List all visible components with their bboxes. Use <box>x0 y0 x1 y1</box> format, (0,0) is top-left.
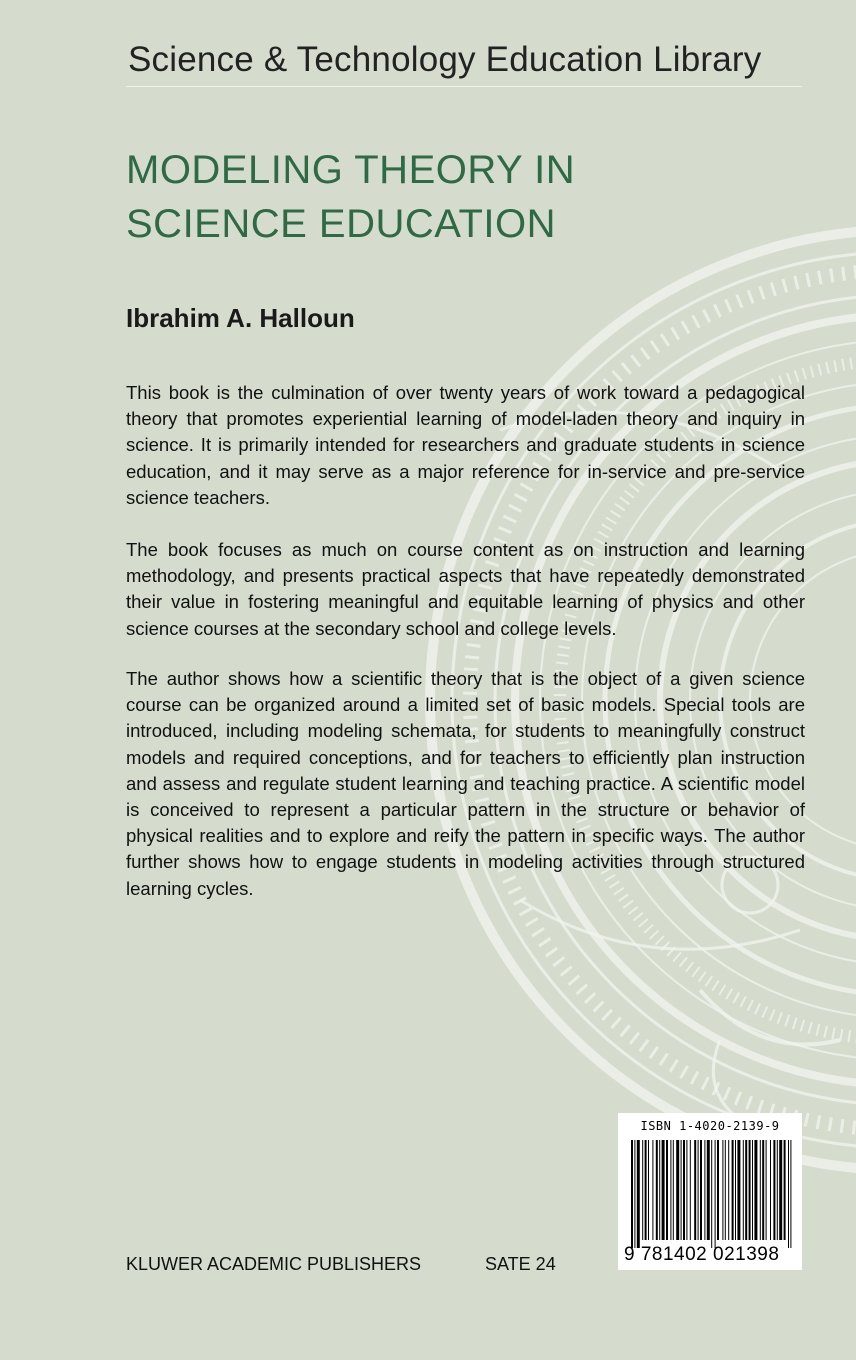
barcode-bar <box>681 1140 682 1240</box>
barcode-bar <box>704 1140 705 1240</box>
ean-number: 9 781402 021398 <box>624 1244 780 1265</box>
barcode-bar <box>662 1140 665 1240</box>
isbn-barcode-box <box>618 1113 802 1270</box>
barcode-bar <box>773 1140 775 1240</box>
barcode-bar <box>631 1140 633 1248</box>
book-title: MODELING THEORY IN SCIENCE EDUCATION <box>126 148 576 246</box>
barcode-bar <box>722 1140 723 1240</box>
barcode-bar <box>652 1140 653 1240</box>
barcode-bar <box>707 1140 710 1240</box>
barcode-bar <box>760 1140 761 1240</box>
barcode-bar <box>784 1140 786 1240</box>
description-paragraph: This book is the culmination of over twenty years of work toward a pedagogical theory that promotes experiential learning of model-laden theory and inquiry in science. It is primarily intended for researchers and graduate students in science education, and it may serve as a major reference for in-service and pre-service science teachers. <box>126 382 805 508</box>
publisher-name: KLUWER ACADEMIC PUBLISHERS <box>126 1254 422 1274</box>
barcode-bar <box>754 1140 757 1240</box>
barcode-bar <box>779 1140 782 1240</box>
barcode-bar <box>659 1140 660 1240</box>
divider <box>126 86 802 87</box>
barcode-bar <box>728 1140 729 1240</box>
barcode <box>631 1140 793 1248</box>
barcode-bar <box>673 1140 674 1240</box>
barcode-bar <box>790 1140 791 1248</box>
barcode-bar <box>683 1140 685 1240</box>
barcode-bar <box>670 1140 671 1240</box>
barcode-bar <box>762 1140 764 1240</box>
barcode-bar <box>642 1140 643 1240</box>
barcode-bar <box>717 1140 719 1240</box>
description-paragraph: The author shows how a scientific theory that is the object of a given science course can be organized around a limited set of basic models. Special tools are introduced, including modeling schemata, for students to meaningfully construct models and required conceptions, and for teachers to efficiently plan instruction and assess and regulate student learning and teaching practice. A scientific model is conceived to represent a particular pattern in the structure or behavior of physical realities and to explore and reify the pattern in specific ways. The author further shows how to engage students in modeling activities through structured learning cycles. <box>126 668 805 899</box>
barcode-bar <box>737 1140 740 1240</box>
barcode-bar <box>735 1140 736 1240</box>
barcode-bar <box>788 1140 789 1248</box>
barcode-bar <box>690 1140 691 1240</box>
barcode-bar <box>732 1140 734 1240</box>
barcode-bar <box>686 1140 687 1240</box>
barcode-bar <box>656 1140 658 1240</box>
barcode-bar <box>777 1140 778 1240</box>
description-paragraph: The book focuses as much on course content as on instruction and learning methodology, and presents practical aspects that have repeatedly demonstrated their value in fostering meaningful and equitable learning of physics and other science courses at the secondary school and college levels. <box>126 539 805 639</box>
book-author: Ibrahim A. Halloun <box>126 303 355 333</box>
barcode-bar <box>745 1140 747 1240</box>
series-title: Science & Technology Education Library <box>128 40 762 79</box>
barcode-bar <box>766 1140 767 1240</box>
barcode-bar <box>648 1140 649 1240</box>
barcode-bar <box>694 1140 696 1240</box>
barcode-bar <box>645 1140 647 1240</box>
barcode-bar <box>676 1140 679 1240</box>
barcode-bar <box>743 1140 744 1240</box>
barcode-bar <box>725 1140 726 1240</box>
barcode-bar <box>637 1140 640 1248</box>
barcode-bar <box>715 1140 716 1248</box>
barcode-bar <box>634 1140 635 1248</box>
barcode-bar <box>700 1140 702 1240</box>
barcode-bar <box>749 1140 751 1240</box>
barcode-bar <box>770 1140 771 1240</box>
isbn-label: ISBN 1-4020-2139-9 <box>640 1119 780 1133</box>
series-number: SATE 24 <box>485 1254 556 1274</box>
barcode-bar <box>666 1140 668 1240</box>
barcode-bar <box>711 1140 712 1248</box>
barcode-bar <box>698 1140 699 1240</box>
barcode-bar <box>752 1140 753 1240</box>
